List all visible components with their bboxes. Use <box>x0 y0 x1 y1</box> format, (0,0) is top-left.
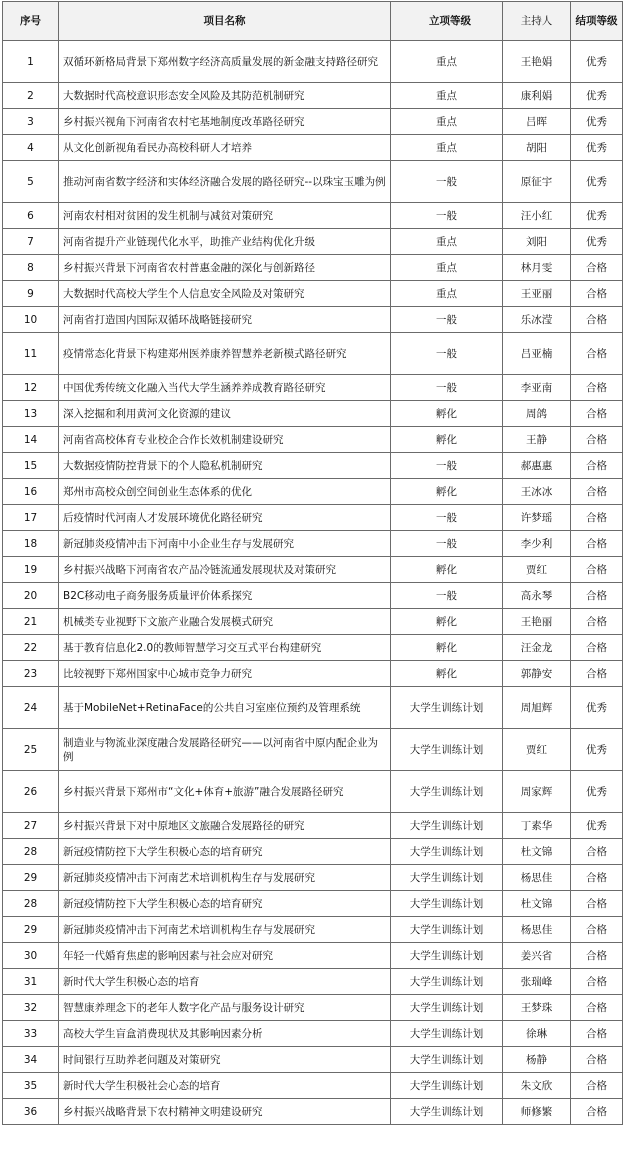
cell-result: 优秀 <box>571 687 623 729</box>
cell-project-name: 新冠肺炎疫情冲击下河南中小企业生存与发展研究 <box>59 531 391 557</box>
cell-project-name: 年轻一代婚育焦虑的影响因素与社会应对研究 <box>59 943 391 969</box>
cell-level: 大学生训练计划 <box>391 917 503 943</box>
cell-project-name: 新冠肺炎疫情冲击下河南艺术培训机构生存与发展研究 <box>59 865 391 891</box>
cell-project-name: 双循环新格局背景下郑州数字经济高质量发展的新金融支持路径研究 <box>59 41 391 83</box>
cell-result: 合格 <box>571 1099 623 1125</box>
cell-project-name: 河南省提升产业链现代化水平，助推产业结构优化升级 <box>59 229 391 255</box>
cell-no: 10 <box>3 307 59 333</box>
cell-level: 一般 <box>391 453 503 479</box>
cell-no: 21 <box>3 609 59 635</box>
cell-host: 周旭辉 <box>503 687 571 729</box>
cell-host: 汪小红 <box>503 203 571 229</box>
table-row <box>3 203 623 229</box>
cell-no: 12 <box>3 375 59 401</box>
cell-project-name: 乡村振兴背景下郑州市“文化+体育+旅游”融合发展路径研究 <box>59 771 391 813</box>
cell-host: 刘阳 <box>503 229 571 255</box>
cell-host: 杨思佳 <box>503 917 571 943</box>
cell-level: 大学生训练计划 <box>391 1073 503 1099</box>
cell-level: 大学生训练计划 <box>391 729 503 771</box>
cell-level: 一般 <box>391 375 503 401</box>
cell-result: 优秀 <box>571 729 623 771</box>
cell-no: 15 <box>3 453 59 479</box>
cell-host: 林月雯 <box>503 255 571 281</box>
cell-project-name: 河南省高校体育专业校企合作长效机制建设研究 <box>59 427 391 453</box>
cell-no: 28 <box>3 839 59 865</box>
table-row <box>3 1021 623 1047</box>
cell-result: 优秀 <box>571 135 623 161</box>
cell-project-name: 基于教育信息化2.0的教师智慧学习交互式平台构建研究 <box>59 635 391 661</box>
cell-level: 孵化 <box>391 427 503 453</box>
cell-result: 合格 <box>571 453 623 479</box>
cell-project-name: 基于MobileNet+RetinaFace的公共自习室座位预约及管理系统 <box>59 687 391 729</box>
header-no: 序号 <box>3 2 59 41</box>
cell-host: 杨静 <box>503 1047 571 1073</box>
cell-level: 大学生训练计划 <box>391 1047 503 1073</box>
cell-no: 17 <box>3 505 59 531</box>
cell-no: 23 <box>3 661 59 687</box>
table-row <box>3 161 623 203</box>
cell-no: 35 <box>3 1073 59 1099</box>
cell-host: 李亚南 <box>503 375 571 401</box>
cell-result: 合格 <box>571 401 623 427</box>
table-row <box>3 401 623 427</box>
cell-host: 高永琴 <box>503 583 571 609</box>
table-row <box>3 865 623 891</box>
header-host: 主持人 <box>503 2 571 41</box>
cell-no: 34 <box>3 1047 59 1073</box>
cell-level: 大学生训练计划 <box>391 1099 503 1125</box>
cell-project-name: 推动河南省数字经济和实体经济融合发展的路径研究--以珠宝玉雕为例 <box>59 161 391 203</box>
cell-project-name: 大数据时代高校意识形态安全风险及其防范机制研究 <box>59 83 391 109</box>
cell-no: 20 <box>3 583 59 609</box>
cell-project-name: 乡村振兴战略背景下农村精神文明建设研究 <box>59 1099 391 1125</box>
cell-project-name: 时间银行互助养老问题及对策研究 <box>59 1047 391 1073</box>
table-row <box>3 531 623 557</box>
cell-result: 合格 <box>571 995 623 1021</box>
cell-result: 优秀 <box>571 83 623 109</box>
cell-project-name: 大数据时代高校大学生个人信息安全风险及对策研究 <box>59 281 391 307</box>
cell-level: 大学生训练计划 <box>391 771 503 813</box>
table-row <box>3 1073 623 1099</box>
table-row <box>3 453 623 479</box>
cell-level: 一般 <box>391 203 503 229</box>
table-row <box>3 771 623 813</box>
cell-no: 27 <box>3 813 59 839</box>
cell-no: 24 <box>3 687 59 729</box>
cell-result: 合格 <box>571 943 623 969</box>
table-row <box>3 479 623 505</box>
cell-no: 9 <box>3 281 59 307</box>
cell-level: 重点 <box>391 135 503 161</box>
cell-level: 重点 <box>391 109 503 135</box>
table-row <box>3 281 623 307</box>
cell-level: 大学生训练计划 <box>391 995 503 1021</box>
cell-project-name: 乡村振兴背景下河南省农村普惠金融的深化与创新路径 <box>59 255 391 281</box>
table-row <box>3 969 623 995</box>
cell-host: 乐冰滢 <box>503 307 571 333</box>
cell-no: 26 <box>3 771 59 813</box>
cell-project-name: 高校大学生盲盒消费现状及其影响因素分析 <box>59 1021 391 1047</box>
cell-no: 3 <box>3 109 59 135</box>
cell-project-name: 大数据疫情防控背景下的个人隐私机制研究 <box>59 453 391 479</box>
cell-no: 29 <box>3 865 59 891</box>
cell-host: 周鸽 <box>503 401 571 427</box>
header-result: 结项等级 <box>571 2 623 41</box>
cell-level: 大学生训练计划 <box>391 865 503 891</box>
table-row <box>3 307 623 333</box>
cell-level: 大学生训练计划 <box>391 891 503 917</box>
cell-project-name: 从文化创新视角看民办高校科研人才培养 <box>59 135 391 161</box>
table-row <box>3 661 623 687</box>
cell-project-name: 制造业与物流业深度融合发展路径研究——以河南省中原内配企业为例 <box>59 729 391 771</box>
cell-level: 孵化 <box>391 479 503 505</box>
cell-level: 一般 <box>391 583 503 609</box>
cell-level: 孵化 <box>391 557 503 583</box>
cell-result: 合格 <box>571 307 623 333</box>
cell-host: 胡阳 <box>503 135 571 161</box>
table-row <box>3 687 623 729</box>
cell-result: 合格 <box>571 479 623 505</box>
cell-result: 合格 <box>571 609 623 635</box>
cell-level: 一般 <box>391 307 503 333</box>
cell-result: 优秀 <box>571 813 623 839</box>
cell-host: 杨思佳 <box>503 865 571 891</box>
cell-host: 张瑞峰 <box>503 969 571 995</box>
cell-result: 优秀 <box>571 41 623 83</box>
cell-host: 王梦珠 <box>503 995 571 1021</box>
cell-host: 师修繁 <box>503 1099 571 1125</box>
cell-host: 吕晖 <box>503 109 571 135</box>
cell-host: 郭静安 <box>503 661 571 687</box>
cell-no: 8 <box>3 255 59 281</box>
project-table <box>2 1 623 1125</box>
table-row <box>3 255 623 281</box>
cell-result: 合格 <box>571 583 623 609</box>
cell-result: 优秀 <box>571 109 623 135</box>
cell-project-name: 新冠疫情防控下大学生积极心态的培育研究 <box>59 839 391 865</box>
table-row <box>3 1099 623 1125</box>
table-row <box>3 917 623 943</box>
cell-result: 优秀 <box>571 203 623 229</box>
cell-project-name: 疫情常态化背景下构建郑州医养康养智慧养老新模式路径研究 <box>59 333 391 375</box>
cell-host: 王冰冰 <box>503 479 571 505</box>
cell-host: 王静 <box>503 427 571 453</box>
cell-project-name: 乡村振兴战略下河南省农产品冷链流通发展现状及对策研究 <box>59 557 391 583</box>
cell-level: 大学生训练计划 <box>391 969 503 995</box>
cell-no: 28 <box>3 891 59 917</box>
cell-result: 优秀 <box>571 229 623 255</box>
table-row <box>3 995 623 1021</box>
cell-no: 1 <box>3 41 59 83</box>
cell-level: 重点 <box>391 281 503 307</box>
cell-result: 合格 <box>571 255 623 281</box>
table-row <box>3 891 623 917</box>
cell-result: 合格 <box>571 661 623 687</box>
cell-result: 合格 <box>571 839 623 865</box>
table-row <box>3 83 623 109</box>
cell-no: 6 <box>3 203 59 229</box>
cell-no: 2 <box>3 83 59 109</box>
cell-no: 31 <box>3 969 59 995</box>
cell-result: 优秀 <box>571 161 623 203</box>
header-name: 项目名称 <box>59 2 391 41</box>
cell-project-name: 比较视野下郑州国家中心城市竞争力研究 <box>59 661 391 687</box>
cell-level: 大学生训练计划 <box>391 813 503 839</box>
cell-host: 郝惠惠 <box>503 453 571 479</box>
cell-result: 合格 <box>571 1073 623 1099</box>
header-level: 立项等级 <box>391 2 503 41</box>
cell-project-name: 新冠肺炎疫情冲击下河南艺术培训机构生存与发展研究 <box>59 917 391 943</box>
table-row <box>3 375 623 401</box>
table-body <box>3 41 623 1125</box>
header-row <box>3 2 623 41</box>
cell-project-name: 新冠疫情防控下大学生积极心态的培育研究 <box>59 891 391 917</box>
cell-level: 一般 <box>391 505 503 531</box>
cell-level: 大学生训练计划 <box>391 687 503 729</box>
table-row <box>3 505 623 531</box>
cell-level: 重点 <box>391 41 503 83</box>
cell-level: 孵化 <box>391 661 503 687</box>
table-row <box>3 333 623 375</box>
cell-project-name: 郑州市高校众创空间创业生态体系的优化 <box>59 479 391 505</box>
cell-project-name: 新时代大学生积极心态的培育 <box>59 969 391 995</box>
cell-result: 合格 <box>571 281 623 307</box>
cell-host: 原征宇 <box>503 161 571 203</box>
cell-project-name: 机械类专业视野下文旅产业融合发展模式研究 <box>59 609 391 635</box>
cell-no: 29 <box>3 917 59 943</box>
cell-level: 重点 <box>391 255 503 281</box>
cell-project-name: 河南省打造国内国际双循环战略链接研究 <box>59 307 391 333</box>
cell-result: 合格 <box>571 333 623 375</box>
cell-host: 杜文锦 <box>503 891 571 917</box>
table-row <box>3 609 623 635</box>
cell-project-name: 后疫情时代河南人才发展环境优化路径研究 <box>59 505 391 531</box>
cell-host: 姜兴省 <box>503 943 571 969</box>
cell-result: 优秀 <box>571 771 623 813</box>
cell-host: 李少利 <box>503 531 571 557</box>
table-row <box>3 635 623 661</box>
cell-no: 30 <box>3 943 59 969</box>
cell-result: 合格 <box>571 427 623 453</box>
cell-result: 合格 <box>571 531 623 557</box>
cell-no: 4 <box>3 135 59 161</box>
cell-level: 孵化 <box>391 635 503 661</box>
cell-host: 王艳丽 <box>503 609 571 635</box>
cell-result: 合格 <box>571 557 623 583</box>
cell-result: 合格 <box>571 969 623 995</box>
cell-project-name: B2C移动电子商务服务质量评价体系探究 <box>59 583 391 609</box>
cell-result: 合格 <box>571 1047 623 1073</box>
cell-host: 康利娟 <box>503 83 571 109</box>
table-row <box>3 229 623 255</box>
cell-level: 一般 <box>391 161 503 203</box>
table-row <box>3 41 623 83</box>
cell-project-name: 智慧康养理念下的老年人数字化产品与服务设计研究 <box>59 995 391 1021</box>
table-row <box>3 813 623 839</box>
cell-no: 5 <box>3 161 59 203</box>
cell-host: 王亚丽 <box>503 281 571 307</box>
table-row <box>3 427 623 453</box>
table-row <box>3 729 623 771</box>
cell-result: 合格 <box>571 635 623 661</box>
table-row <box>3 583 623 609</box>
cell-project-name: 乡村振兴视角下河南省农村宅基地制度改革路径研究 <box>59 109 391 135</box>
cell-no: 22 <box>3 635 59 661</box>
cell-host: 汪金龙 <box>503 635 571 661</box>
cell-result: 合格 <box>571 505 623 531</box>
cell-host: 贾红 <box>503 557 571 583</box>
cell-host: 许梦瑶 <box>503 505 571 531</box>
cell-host: 周家辉 <box>503 771 571 813</box>
cell-no: 25 <box>3 729 59 771</box>
cell-no: 14 <box>3 427 59 453</box>
table-row <box>3 135 623 161</box>
cell-no: 36 <box>3 1099 59 1125</box>
cell-host: 杜文锦 <box>503 839 571 865</box>
cell-result: 合格 <box>571 891 623 917</box>
cell-level: 重点 <box>391 229 503 255</box>
table-row <box>3 1047 623 1073</box>
cell-result: 合格 <box>571 1021 623 1047</box>
table-row <box>3 557 623 583</box>
cell-no: 33 <box>3 1021 59 1047</box>
cell-no: 16 <box>3 479 59 505</box>
cell-no: 32 <box>3 995 59 1021</box>
cell-host: 丁素华 <box>503 813 571 839</box>
table-row <box>3 943 623 969</box>
cell-level: 一般 <box>391 333 503 375</box>
cell-host: 朱文欣 <box>503 1073 571 1099</box>
cell-level: 大学生训练计划 <box>391 943 503 969</box>
cell-host: 王艳娟 <box>503 41 571 83</box>
cell-host: 徐琳 <box>503 1021 571 1047</box>
cell-project-name: 中国优秀传统文化融入当代大学生涵养养成教育路径研究 <box>59 375 391 401</box>
cell-no: 18 <box>3 531 59 557</box>
cell-level: 孵化 <box>391 609 503 635</box>
cell-level: 重点 <box>391 83 503 109</box>
cell-host: 吕亚楠 <box>503 333 571 375</box>
cell-result: 合格 <box>571 865 623 891</box>
cell-project-name: 深入挖掘和利用黄河文化资源的建议 <box>59 401 391 427</box>
cell-no: 13 <box>3 401 59 427</box>
table-row <box>3 109 623 135</box>
cell-no: 11 <box>3 333 59 375</box>
cell-level: 大学生训练计划 <box>391 839 503 865</box>
cell-project-name: 乡村振兴背景下对中原地区文旅融合发展路径的研究 <box>59 813 391 839</box>
cell-result: 合格 <box>571 375 623 401</box>
cell-result: 合格 <box>571 917 623 943</box>
table-header <box>3 2 623 41</box>
cell-level: 一般 <box>391 531 503 557</box>
cell-no: 19 <box>3 557 59 583</box>
cell-host: 贾红 <box>503 729 571 771</box>
cell-level: 孵化 <box>391 401 503 427</box>
table-row <box>3 839 623 865</box>
cell-level: 大学生训练计划 <box>391 1021 503 1047</box>
cell-project-name: 河南农村相对贫困的发生机制与减贫对策研究 <box>59 203 391 229</box>
cell-no: 7 <box>3 229 59 255</box>
cell-project-name: 新时代大学生积极社会心态的培育 <box>59 1073 391 1099</box>
